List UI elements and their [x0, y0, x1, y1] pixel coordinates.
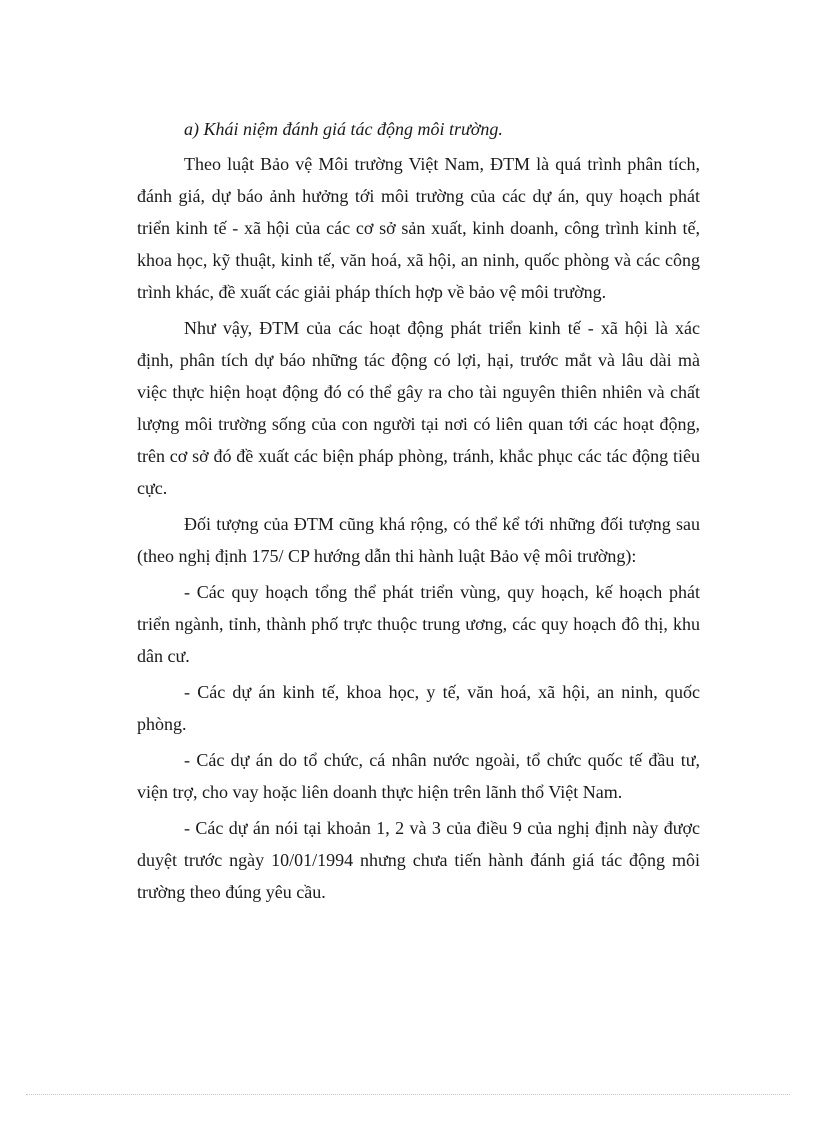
list-item-planning: - Các quy hoạch tổng thể phát triển vùng, quy hoạch, kế hoạch phát triển ngành, tỉnh, thành phố trực thuộc trung ương, các quy hoạch đô thị, khu dân cư. — [137, 582, 700, 666]
section-heading: a) Khái niệm đánh giá tác động môi trường. — [184, 119, 503, 139]
paragraph-scope-intro: Đối tượng của ĐTM cũng khá rộng, có thể kể tới những đối tượng sau (theo nghị định 175/ CP hướng dẫn thi hành luật Bảo vệ môi trường): — [137, 514, 700, 566]
paragraph-definition: Theo luật Bảo vệ Môi trường Việt Nam, ĐTM là quá trình phân tích, đánh giá, dự báo ảnh hưởng tới môi trường của các dự án, quy hoạch phát triển kinh tế - xã hội của các cơ sở sản xuất, kinh doanh, công trình kinh tế, khoa học, kỹ thuật, kinh tế, văn hoá, xã hội, an ninh, quốc phòng và các công trình khác, đề xuất các giải pháp thích hợp về bảo vệ môi trường. — [137, 154, 700, 302]
list-item-foreign-projects: - Các dự án do tổ chức, cá nhân nước ngoài, tổ chức quốc tế đầu tư, viện trợ, cho vay hoặc liên doanh thực hiện trên lãnh thổ Việt Nam. — [137, 750, 700, 802]
page-content — [137, 113, 700, 912]
list-item-projects: - Các dự án kinh tế, khoa học, y tế, văn hoá, xã hội, an ninh, quốc phòng. — [137, 682, 700, 734]
page-bottom-divider — [26, 1094, 790, 1095]
paragraph-explanation: Như vậy, ĐTM của các hoạt động phát triển kinh tế - xã hội là xác định, phân tích dự báo những tác động có lợi, hại, trước mắt và lâu dài mà việc thực hiện hoạt động đó có thể gây ra cho tài nguyên thiên nhiên và chất lượng môi trường sống của con người tại nơi có liên quan tới các hoạt động, trên cơ sở đó đề xuất các biện pháp phòng, tránh, khắc phục các tác động tiêu cực. — [137, 318, 700, 498]
list-item-approved-projects: - Các dự án nói tại khoản 1, 2 và 3 của điều 9 của nghị định này được duyệt trước ngày 10/01/1994 nhưng chưa tiến hành đánh giá tác động môi trường theo đúng yêu cầu. — [137, 818, 700, 902]
